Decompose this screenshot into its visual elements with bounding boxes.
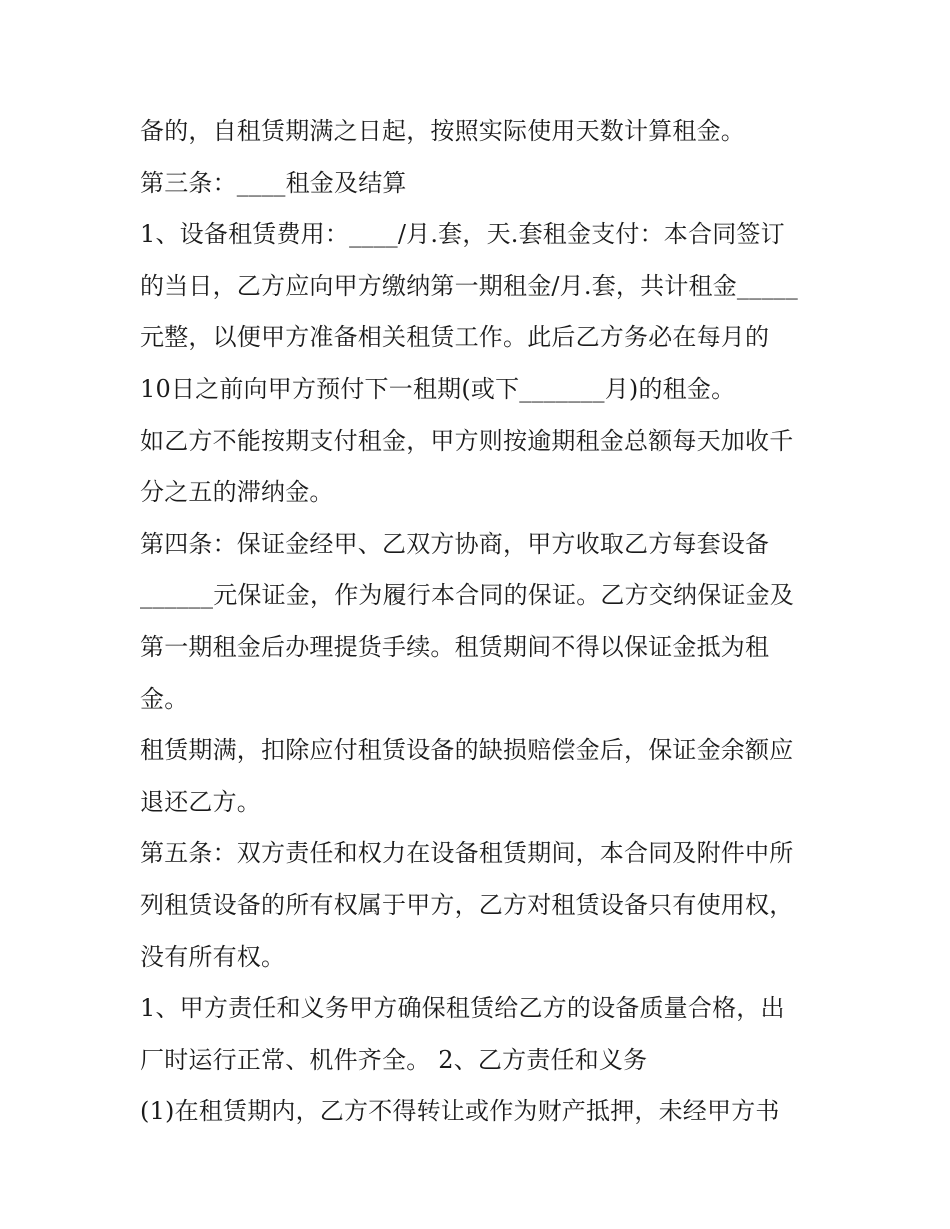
section-heading-article-4: 第四条：保证金经甲、乙双方协商，甲方收取乙方每套设备 xyxy=(140,529,770,558)
text-line: 没有所有权。 xyxy=(140,942,286,971)
text-line: 厂时运行正常、机件齐全。 2、乙方责任和义务 xyxy=(140,1045,648,1074)
text-line: 元整，以便甲方准备相关租赁工作。此后乙方务必在每月的 xyxy=(140,323,770,352)
text-line: 分之五的滞纳金。 xyxy=(140,478,334,507)
text-line: ______元保证金，作为履行本合同的保证。乙方交纳保证金及 xyxy=(140,581,794,610)
text-line: 1、甲方责任和义务甲方确保租赁给乙方的设备质量合格，出 xyxy=(140,994,785,1023)
text-line: 金。 xyxy=(140,684,189,713)
section-heading-article-5: 第五条：双方责任和权力在设备租赁期间，本合同及附件中所 xyxy=(140,839,794,868)
text-line: 10日之前向甲方预付下一租期(或下_______月)的租金。 xyxy=(140,374,736,403)
text-line: 1、设备租赁费用：____/月.套，天.套租金支付：本合同签订 xyxy=(140,220,785,249)
section-heading-article-3: 第三条：____租金及结算 xyxy=(140,168,407,197)
document-body xyxy=(140,106,830,1138)
text-line: (1)在租赁期内，乙方不得转让或作为财产抵押，未经甲方书 xyxy=(140,1097,780,1126)
text-line: 的当日，乙方应向甲方缴纳第一期租金/月.套，共计租金_____ xyxy=(140,271,798,300)
text-line: 退还乙方。 xyxy=(140,787,261,816)
text-line: 如乙方不能按期支付租金，甲方则按逾期租金总额每天加收千 xyxy=(140,426,794,455)
text-line: 列租赁设备的所有权属于甲方，乙方对租赁设备只有使用权， xyxy=(140,890,794,919)
text-line: 备的，自租赁期满之日起，按照实际使用天数计算租金。 xyxy=(140,117,745,145)
text-line: 第一期租金后办理提货手续。租赁期间不得以保证金抵为租 xyxy=(140,632,770,661)
text-line: 租赁期满，扣除应付租赁设备的缺损赔偿金后，保证金余额应 xyxy=(140,736,794,765)
